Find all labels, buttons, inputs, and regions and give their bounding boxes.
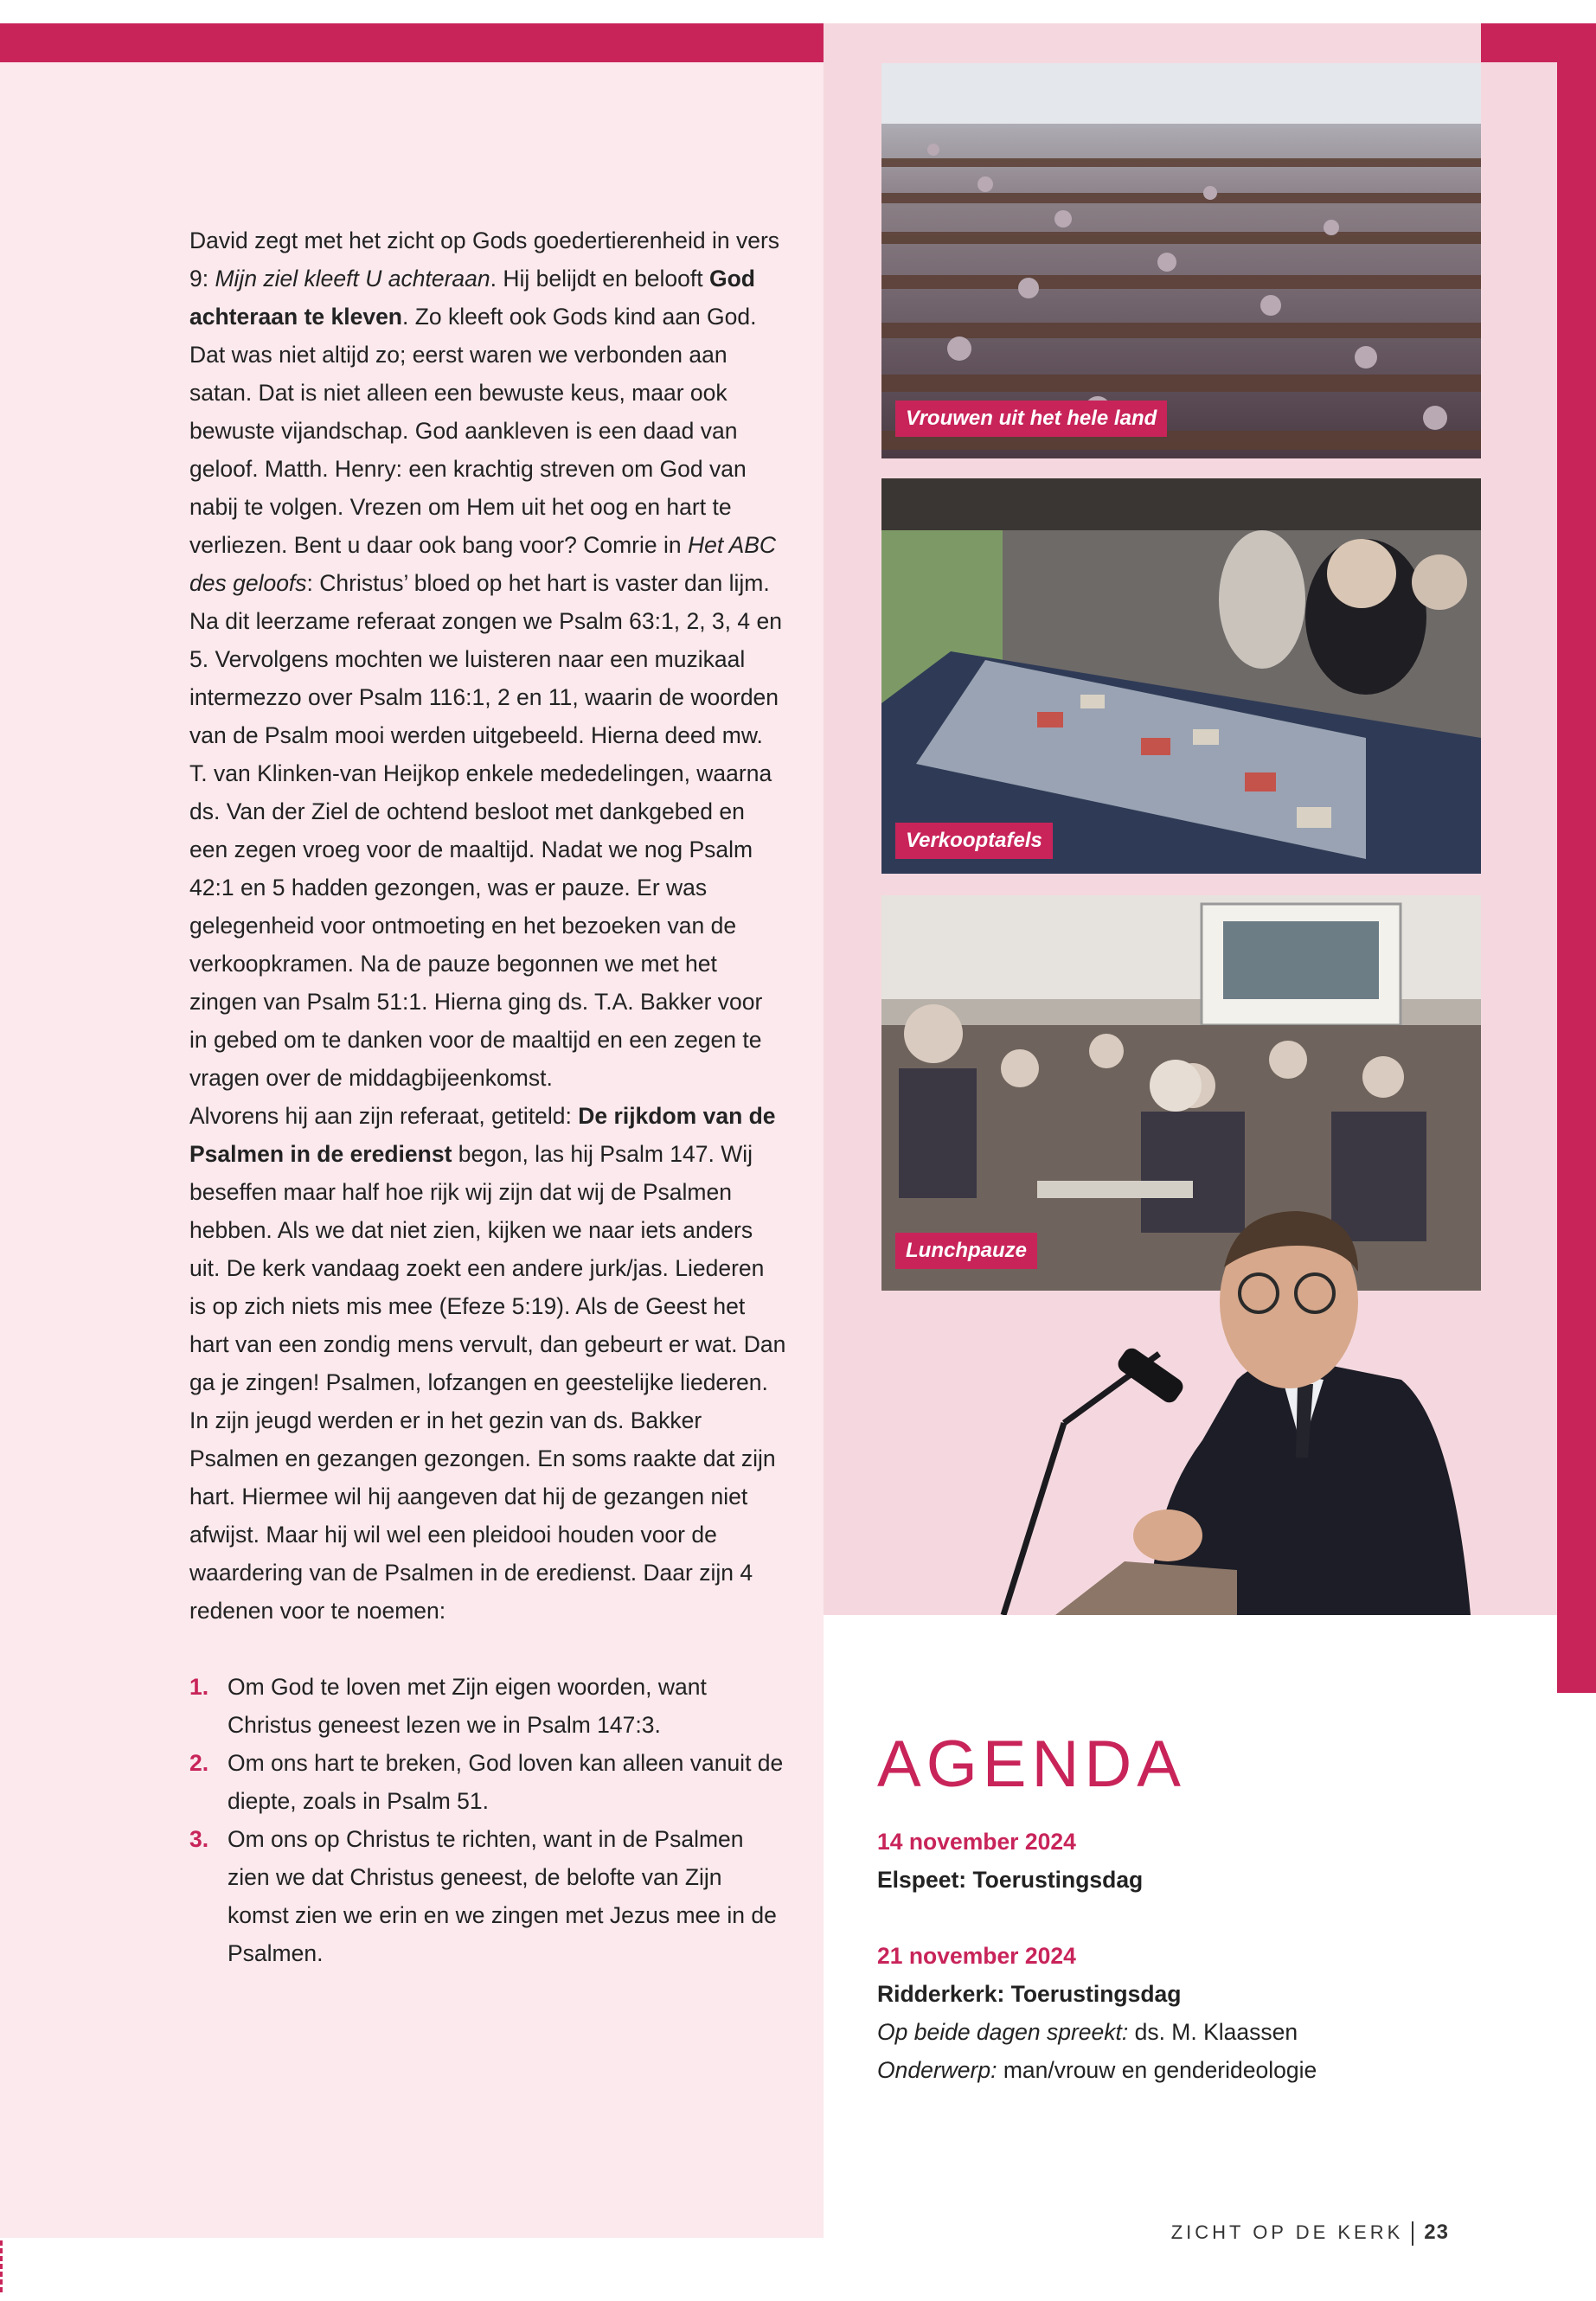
paragraph-1: David zegt met het zicht op Gods goedertierenheid in vers 9: Mijn ziel kleeft U achteraan. Hij belijdt en belooft God achteraan te kleven. Zo kleeft ook Gods kind aan God. Dat was niet altijd zo; eerst waren we verbonden aan satan. Dat is niet alleen een bewuste keus, maar ook bewuste vijandschap. God aankleven is een daad van geloof. Matth. Henry: een krachtig streven om God van nabij te volgen. Vrezen om Hem uit het oog en hart te verliezen. Bent u daar ook bang voor? Comrie in Het ABC des geloofs: Christus’ bloed op het hart is vaster dan lijm. Na dit leerzame referaat zongen we Psalm 63:1, 2, 3, 4 en 5. Vervolgens mochten we luisteren naar een muzikaal intermezzo over Psalm 116:1, 2 en 11, waarin de woorden van de Psalm mooi werden uitgebeeld. Hierna deed mw. T. van Klinken-van Heijkop enkele mededelingen, waarna ds. Van der Ziel de ochtend besloot met dankgebed en een zegen vroeg voor de maaltijd. Nadat we nog Psalm 42:1 en 5 hadden gezongen, was er pauze. Er was gelegenheid voor ontmoeting en het bezoeken van de verkoopkramen. Na de pauze begonnen we met het zingen van Psalm 51:1. Hierna ging ds. T.A. Bakker voor in gebed om te danken voor de maaltijd en een zegen te vragen over de middagbijeenkomst. — [189, 228, 782, 1091]
photo-caption: Lunchpauze — [895, 1233, 1037, 1269]
agenda-subject: Onderwerp: man/vrouw en genderideologie — [877, 2057, 1317, 2083]
list-item: 3. Om ons op Christus te richten, want in de Psalmen zien we dat Christus geneest, de belofte van Zijn komst zien we erin en we zingen met Jezus mee in de Psalmen. — [189, 1826, 777, 1966]
list-item: 2. Om ons hart te breken, God loven kan alleen vanuit de diepte, zoals in Psalm 51. — [189, 1750, 784, 1814]
page-number: 23 — [1424, 2221, 1449, 2244]
photo-sales-tables — [881, 478, 1481, 874]
agenda-speaker: Op beide dagen spreekt: ds. M. Klaassen — [877, 2019, 1298, 2045]
page-footer — [1171, 2220, 1449, 2246]
agenda-section — [877, 1726, 1535, 2089]
agenda-location: Ridderkerk: Toerustingsdag — [877, 1981, 1182, 2007]
photo-caption: Verkooptafels — [895, 823, 1053, 859]
footer-divider — [1412, 2221, 1413, 2246]
list-item: 1. Om God te loven met Zijn eigen woorden, want Christus geneest lezen we in Psalm 147:3. — [189, 1674, 707, 1738]
agenda-title: AGENDA — [877, 1727, 1186, 1801]
photo-speaker — [952, 1163, 1481, 1615]
article-body — [189, 221, 786, 1972]
photo-caption: Vrouwen uit het hele land — [895, 401, 1167, 437]
agenda-date: 21 november 2024 — [877, 1943, 1076, 1969]
photo-audience — [881, 63, 1481, 458]
right-accent-bar — [1557, 23, 1596, 1693]
top-accent-bar — [0, 23, 824, 62]
agenda-date: 14 november 2024 — [877, 1829, 1076, 1855]
reasons-list — [189, 1668, 786, 1972]
agenda-location: Elspeet: Toerustingsdag — [877, 1867, 1144, 1893]
paragraph-2: Alvorens hij aan zijn referaat, getiteld: De rijkdom van de Psalmen in de eredienst begon, las hij Psalm 147. Wij beseffen maar half hoe rijk wij zijn dat wij de Psalmen hebben. Als we dat niet zien, kijken we naar iets anders uit. De kerk vandaag zoekt een andere jurk/jas. Liederen is op zich niets mis mee (Efeze 5:19). Als de Geest het hart van een zondig mens vervult, dan gebeurt er wat. Dan ga je zingen! Psalmen, lofzangen en geestelijke liederen. In zijn jeugd werden er in het gezin van ds. Bakker Psalmen en gezangen gezongen. En soms raakte dat zijn hart. Hiermee wil hij aangeven dat hij de gezangen niet afwijst. Maar hij wil wel een pleidooi houden voor de waardering van de Psalmen in de eredienst. Daar zijn 4 redenen voor te noemen: — [189, 1103, 786, 1624]
magazine-name: ZICHT OP DE KERK — [1170, 2221, 1404, 2243]
